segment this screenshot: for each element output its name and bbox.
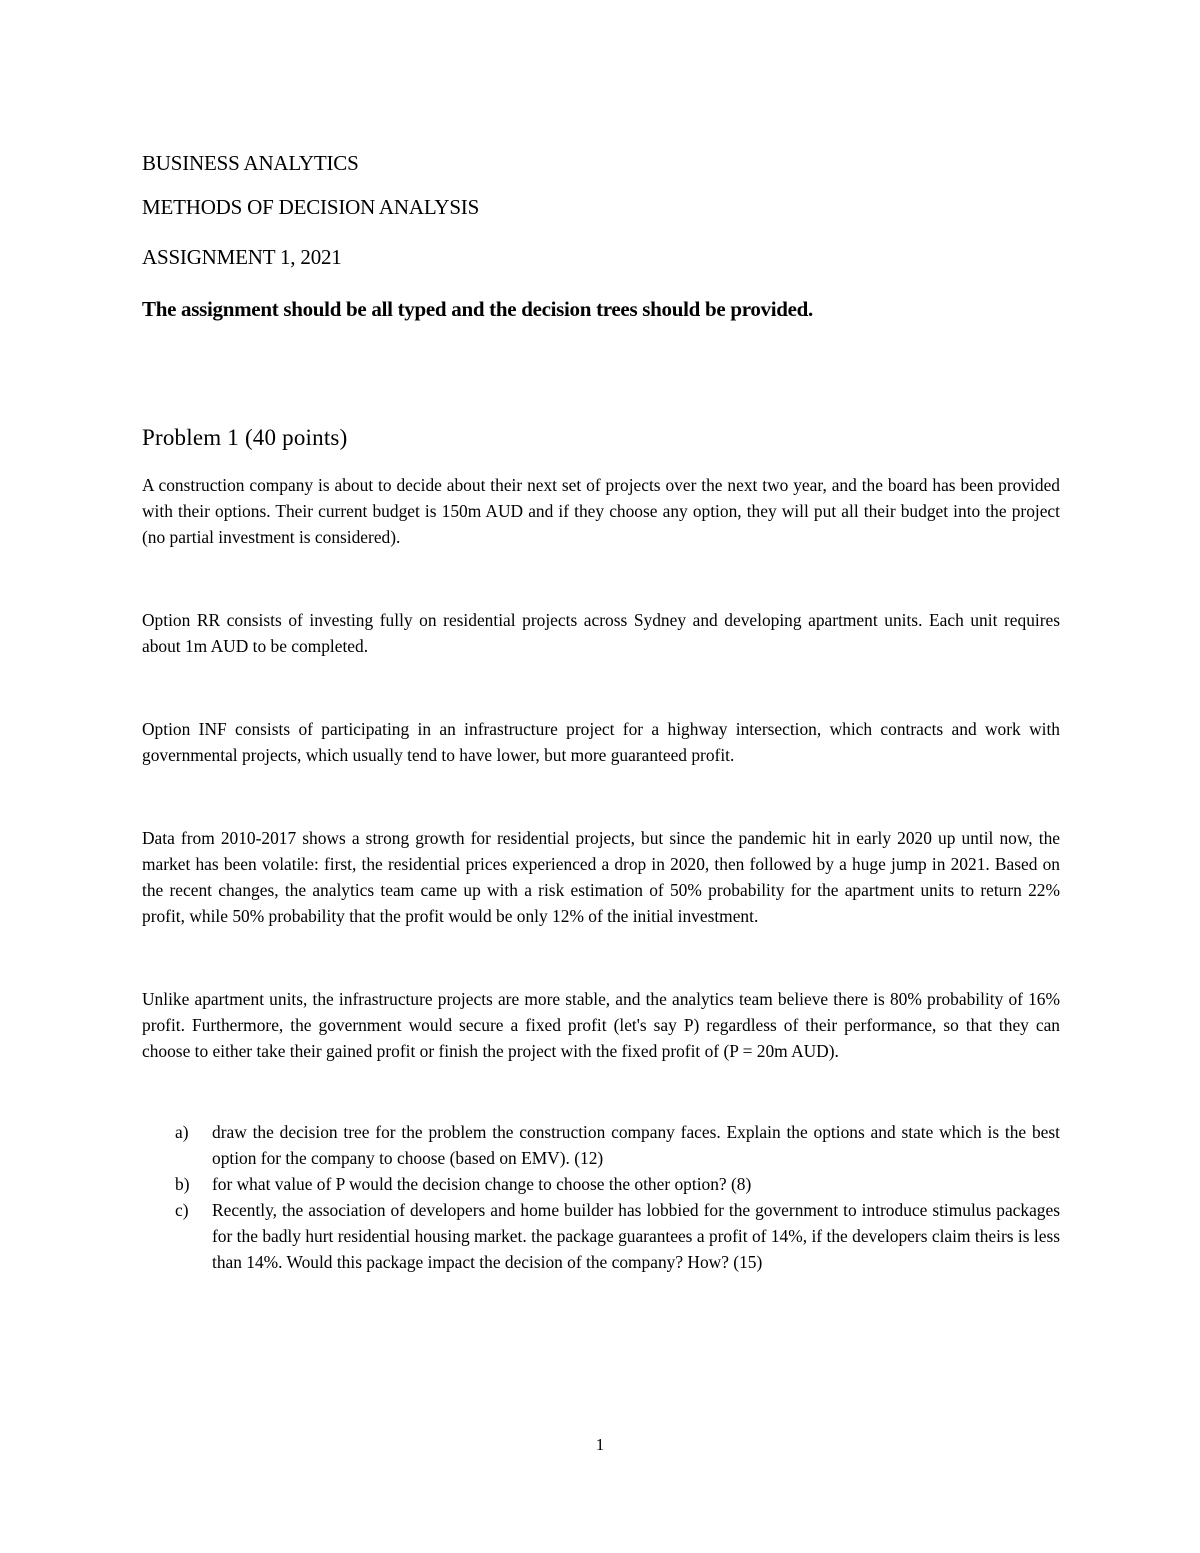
document-body xyxy=(142,150,1060,1291)
paragraph-option-rr: Option RR consists of investing fully on residential projects across Sydney and developing apartment units. Each unit requires about 1m AUD to be completed. xyxy=(142,610,1060,656)
question-list xyxy=(142,1119,1060,1275)
page-number: 1 xyxy=(595,1435,605,1454)
list-item xyxy=(142,1119,1060,1171)
course-title: BUSINESS ANALYTICS xyxy=(142,151,359,175)
course-subtitle: METHODS OF DECISION ANALYSIS xyxy=(142,195,480,219)
paragraph-infrastructure: Unlike apartment units, the infrastructure projects are more stable, and the analytics team believe there is 80% probability of 16% profit. Furthermore, the government would secure a fixed profit (let's say P) regardless of their performance, so that they can choose to either take their gained profit or finish the project with the fixed profit of (P = 20m AUD). xyxy=(142,989,1060,1061)
question-marker: c) xyxy=(175,1200,189,1220)
question-text: Recently, the association of developers and home builder has lobbied for the government to introduce stimulus packages for the badly hurt residential housing market. the package guarantees a profit of 14%, if the developers claim theirs is less than 14%. Would this package impact the decision of the company? How? (15) xyxy=(212,1200,1060,1272)
question-marker: b) xyxy=(175,1174,190,1194)
question-text: draw the decision tree for the problem the construction company faces. Explain the options and state which is the best option for the company to choose (based on EMV). (12) xyxy=(212,1122,1060,1168)
paragraph-intro: A construction company is about to decide about their next set of projects over the next two year, and the board has been provided with their options. Their current budget is 150m AUD and if they choose any option, they will put all their budget into the project (no partial investment is considered). xyxy=(142,475,1060,547)
question-marker: a) xyxy=(175,1122,189,1142)
assignment-instruction: The assignment should be all typed and the decision trees should be provided. xyxy=(142,297,814,321)
assignment-title: ASSIGNMENT 1, 2021 xyxy=(142,245,342,269)
paragraph-data: Data from 2010-2017 shows a strong growth for residential projects, but since the pandemic hit in early 2020 up until now, the market has been volatile: first, the residential prices experienced a drop in 2020, then followed by a huge jump in 2021. Based on the recent changes, the analytics team came up with a risk estimation of 50% probability for the apartment units to return 22% profit, while 50% probability that the profit would be only 12% of the initial investment. xyxy=(142,828,1060,926)
list-item xyxy=(142,1197,1060,1275)
problem-title: Problem 1 (40 points) xyxy=(142,425,348,450)
paragraph-option-inf: Option INF consists of participating in an infrastructure project for a highway intersection, which contracts and work with governmental projects, which usually tend to have lower, but more guaranteed profit. xyxy=(142,719,1060,765)
question-text: for what value of P would the decision change to choose the other option? (8) xyxy=(212,1174,752,1194)
list-item xyxy=(142,1171,1060,1197)
